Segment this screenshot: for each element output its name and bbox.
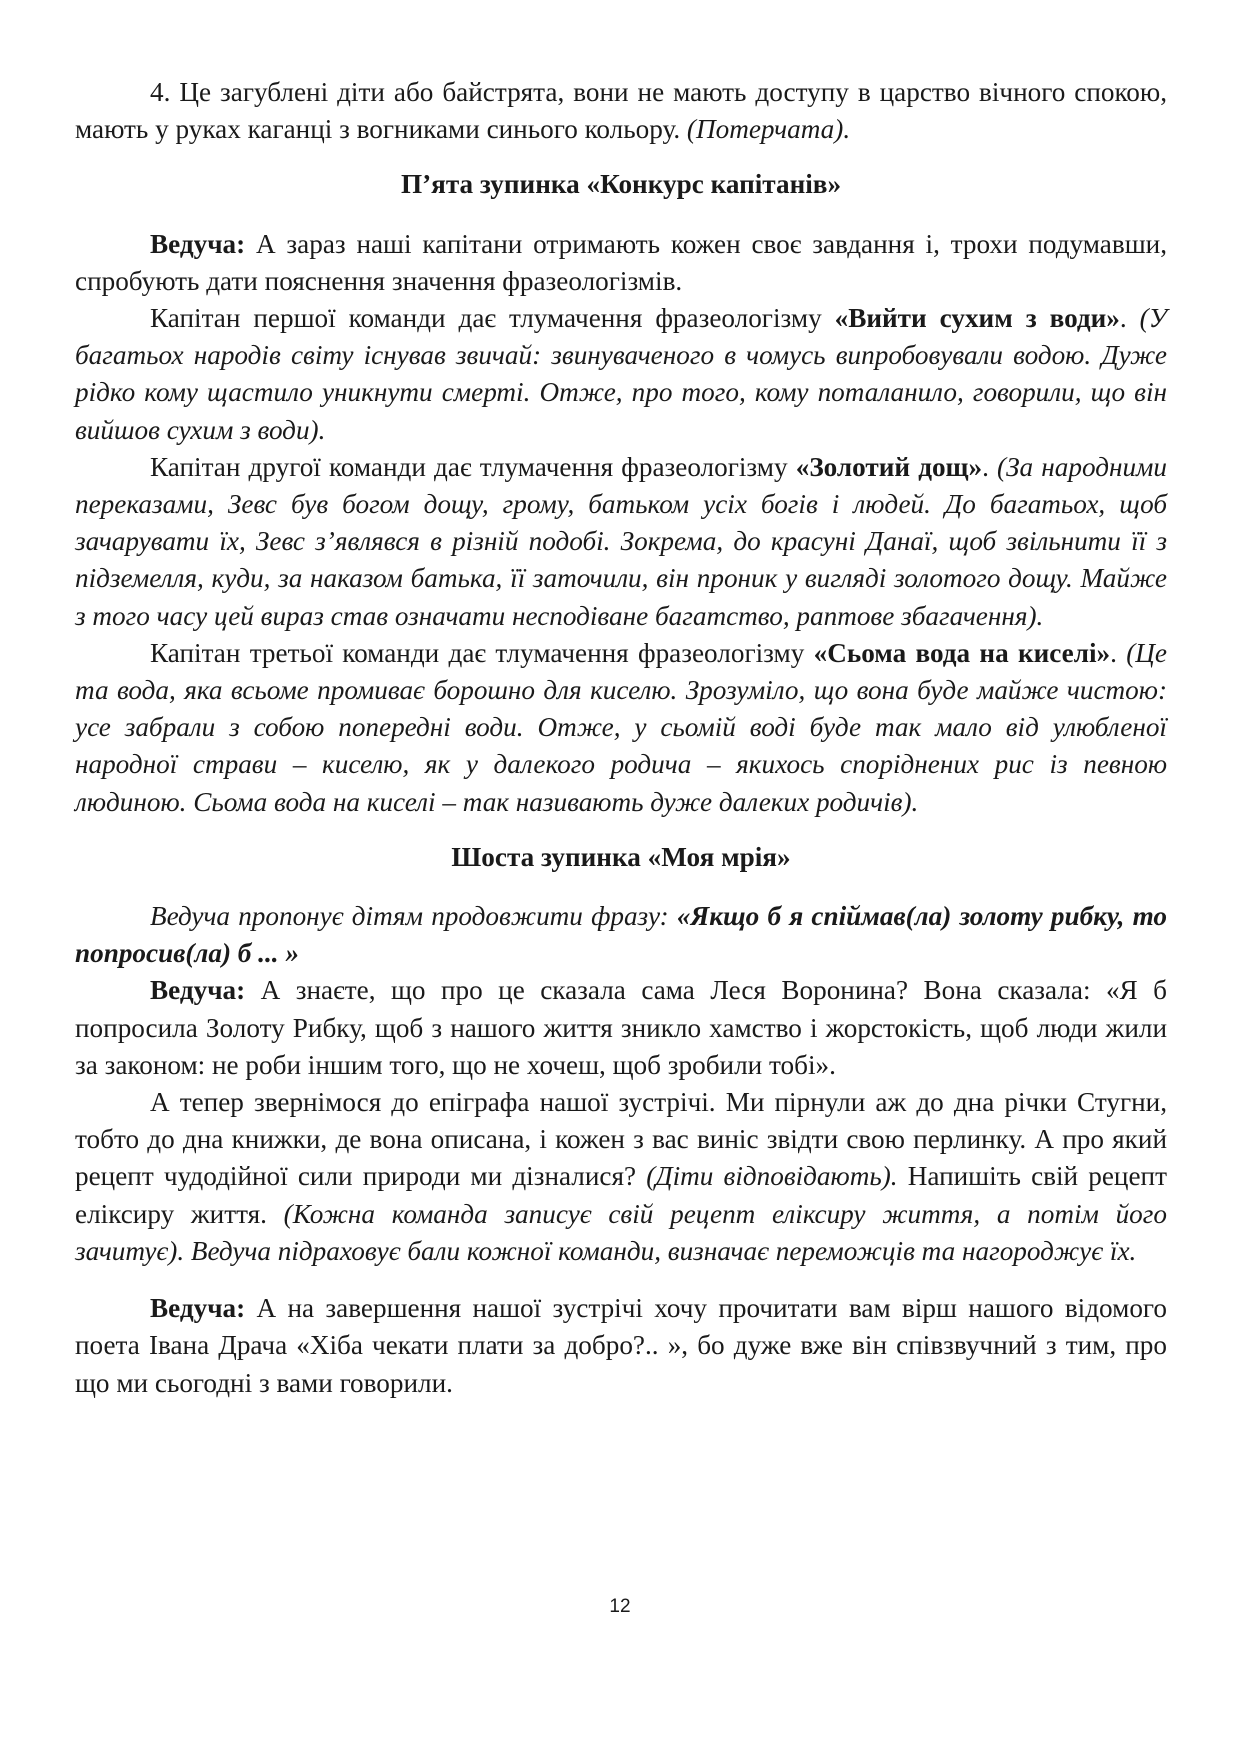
task-text: Напишіть свій рецепт еліксиру життя.: [75, 1161, 1167, 1229]
riddle-text: 4. Це загублені діти або байстрята, вони не мають доступу в царство вічного спокою, мають у руках каганці з вогниками синього кольору.: [75, 77, 1167, 145]
children-answer-note: (Діти відповідають).: [646, 1161, 898, 1192]
task-note: (Кожна команда записує свій рецепт еліксиру життя, а потім його зачитує). Ведуча підраховує бали кожної команди, визначає переможців та нагороджує їх.: [75, 1198, 1167, 1266]
idiom-explanation: (За народними переказами, Зевс був богом дощу, грому, батьком усіх богів і людей. До багатьох, щоб зачарувати їх, Зевс з’являвся в різній подобі. Зокрема, до красуні Данаї, щоб звільнити її з підземелля, куди, за наказом батька, її заточили, він проник у вигляді золотого дощу. Майже з того часу цей вираз став означати несподіване багатство, раптове збагачення).: [75, 451, 1167, 631]
paragraph-captain-2: [75, 449, 1167, 635]
prompt-phrase: «Якщо б я спіймав(ла) золоту рибку, то попросив(ла) б ... »: [75, 901, 1168, 969]
host-speech: А знаєте, що про це сказала сама Леся Воронина? Вона сказала: «Я б попросила Золоту Рибку, щоб з нашого життя зникло хамство і жорстокість, щоб люди жили за законом: не роби іншим того, що не хочеш, щоб зробили тобі».: [75, 975, 1167, 1080]
paragraph-dream-prompt: [75, 898, 1167, 972]
idiom-dot: .: [982, 451, 989, 482]
section-heading-stop-6: Шоста зупинка «Моя мрія»: [451, 841, 791, 872]
paragraph-host-captains: [75, 226, 1167, 300]
idiom-title: «Вийти сухим з води»: [834, 303, 1120, 334]
speaker-label: Ведуча:: [150, 1293, 246, 1324]
prompt-intro: Ведуча пропонує дітям продовжити фразу:: [150, 901, 677, 932]
section-heading-stop-5: П’ята зупинка «Конкурс капітанів»: [400, 169, 842, 200]
idiom-explanation: (Це та вода, яка всьоме промиває борошно для киселю. Зрозуміло, що вона буде майже чистою: усе забрали з собою попередні води. Отже, у сьомій воді буде так мало від улюбленої народної страви – киселю, як у далекого родича – якихось споріднених рис із певною людиною. Сьома вода на киселі – так називають дуже далеких родичів).: [75, 637, 1167, 817]
idiom-dot: .: [1110, 637, 1117, 668]
speaker-label: Ведуча:: [150, 228, 246, 259]
host-speech: А зараз наші капітани отримають кожен своє завдання і, трохи подумавши, спробують дати пояснення значення фразеологізмів.: [75, 228, 1167, 296]
idiom-title: «Золотий дощ»: [795, 451, 983, 482]
paragraph-host-closing: [75, 1290, 1167, 1402]
speaker-label: Ведуча:: [150, 975, 246, 1006]
page-number: 12: [609, 1596, 631, 1617]
paragraph-captain-3: [75, 635, 1167, 821]
riddle-answer: (Потерчата).: [686, 114, 851, 145]
idiom-explanation: (У багатьох народів світу існував звичай: звинуваченого в чомусь випробовували водою. Дуже рідко кому щастило уникнути смерті. Отже, про того, кому поталанило, говорили, що він вийшов сухим з води).: [75, 303, 1167, 445]
idiom-title: «Сьома вода на киселі»: [813, 637, 1111, 668]
paragraph-captain-1: [75, 300, 1167, 449]
captain-intro: Капітан другої команди дає тлумачення фразеологізму: [150, 451, 796, 482]
epigraph-text: А тепер звернімося до епіграфа нашої зустрічі. Ми пірнули аж до дна річки Стугни, тобто до дна книжки, де вона описана, і кожен з вас виніс звідти свою перлинку. А про який рецепт чудодійної сили природи ми дізналися?: [75, 1087, 1167, 1192]
captain-intro: Капітан третьої команди дає тлумачення фразеологізму: [150, 637, 814, 668]
idiom-dot: .: [1119, 303, 1127, 334]
document-page: [75, 74, 1167, 1402]
paragraph-host-voronyna: [75, 972, 1167, 1084]
paragraph-epigraph: [75, 1084, 1167, 1270]
captain-intro: Капітан першої команди дає тлумачення фразеологізму: [150, 303, 835, 334]
host-speech: А на завершення нашої зустрічі хочу прочитати вам вірш нашого відомого поета Івана Драча «Хіба чекати плати за добро?.. », бо дуже вже він співзвучний з тим, про що ми сьогодні з вами говорили.: [75, 1293, 1167, 1398]
paragraph-riddle-4: [75, 74, 1167, 148]
